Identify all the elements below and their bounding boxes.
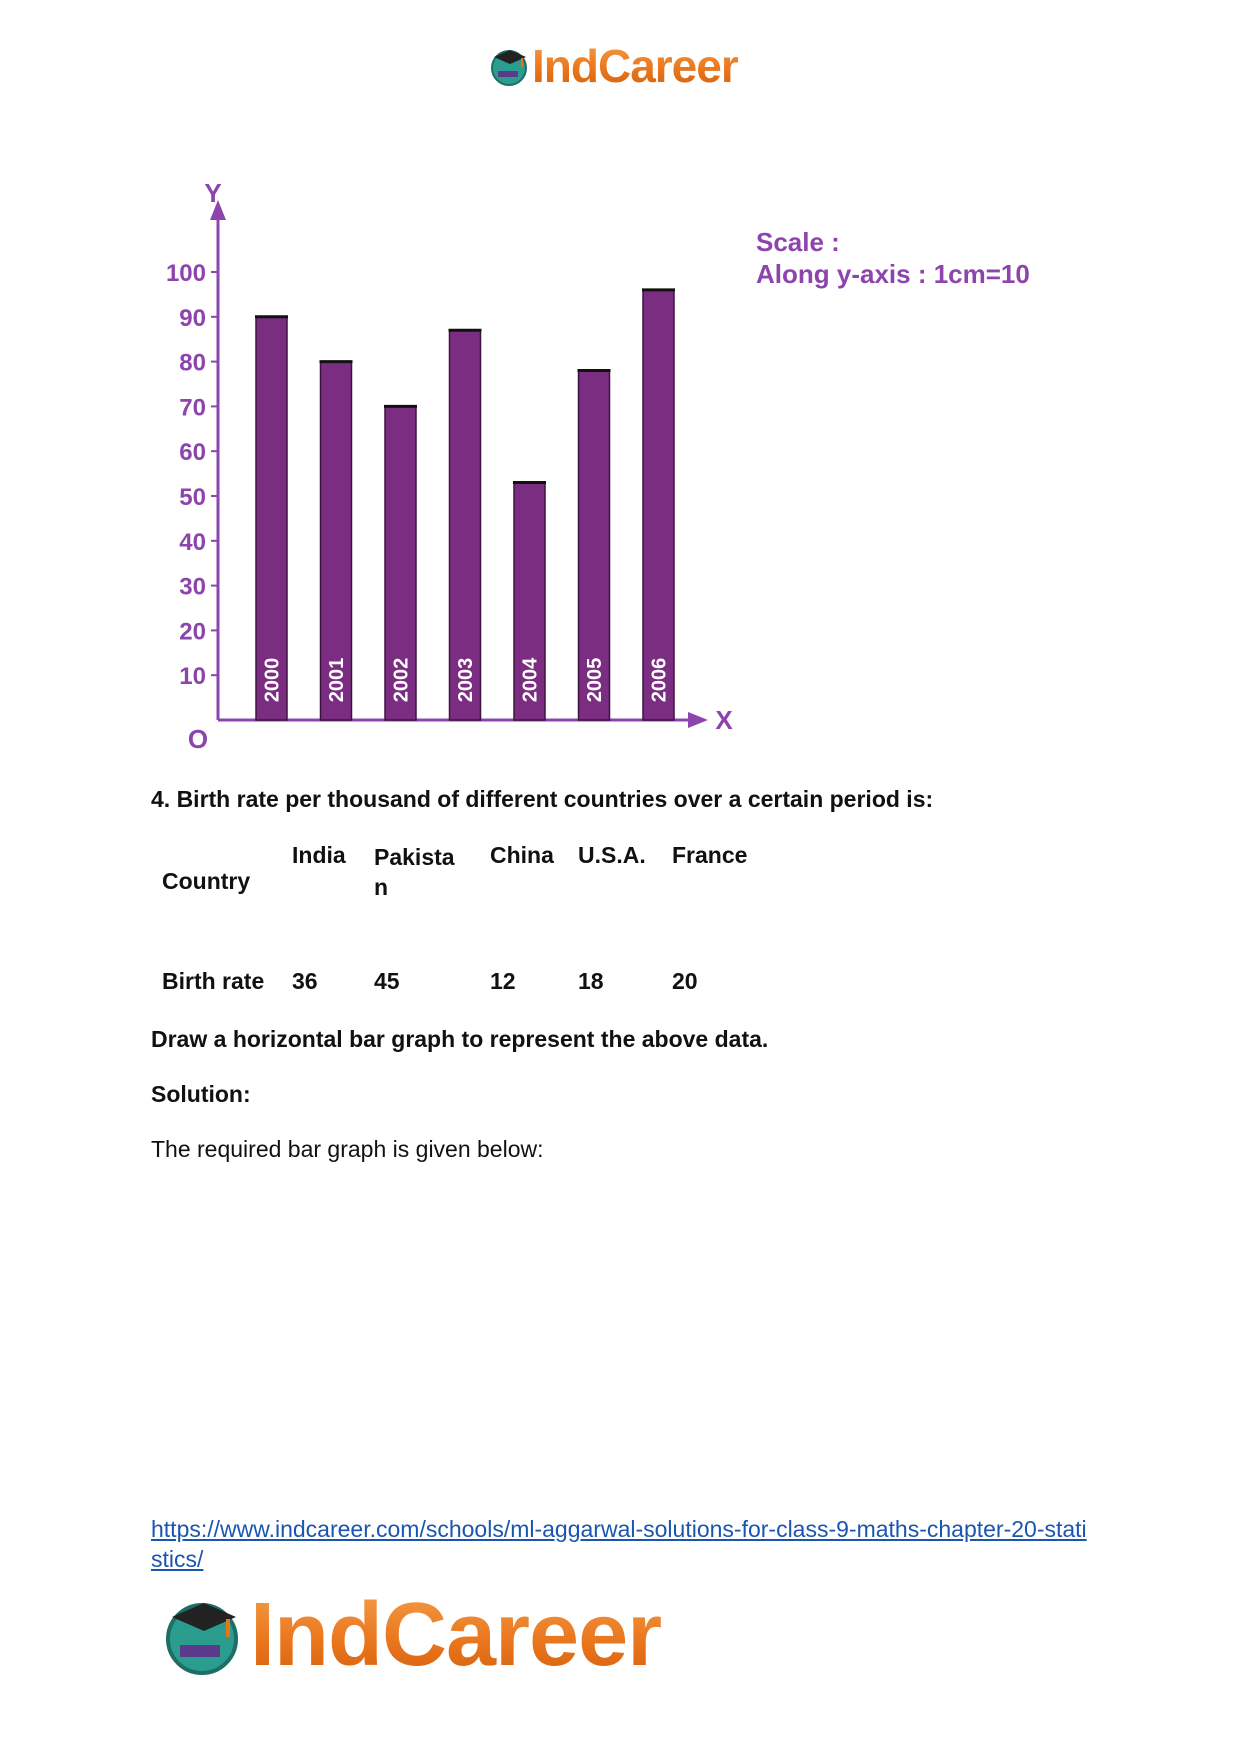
birth-rate-row xyxy=(150,968,762,995)
scale-title: Scale : xyxy=(756,227,840,257)
birth-rate-table xyxy=(150,842,762,995)
solution-text: The required bar graph is given below: xyxy=(151,1136,544,1162)
source-link[interactable]: https://www.indcareer.com/schools/ml-aggarwal-solutions-for-class-9-maths-chapter-20-statistics/ xyxy=(151,1516,1087,1572)
rate-cell: 18 xyxy=(578,968,604,994)
solution-label: Solution: xyxy=(151,1081,251,1107)
country-row xyxy=(150,842,762,968)
country-cell: U.S.A. xyxy=(578,842,646,868)
y-tick-label: 30 xyxy=(179,573,206,601)
country-cell-text: Pakistan xyxy=(374,844,455,900)
rate-cell: 36 xyxy=(292,968,318,994)
rate-cell: 45 xyxy=(374,968,400,994)
bar-category-label: 2005 xyxy=(584,657,606,703)
x-axis-label: X xyxy=(715,705,733,735)
y-tick-label: 60 xyxy=(179,439,206,467)
country-cell: China xyxy=(490,842,554,868)
brand-name: IndCareer xyxy=(532,40,738,92)
y-tick-label: 50 xyxy=(179,484,206,511)
graduation-globe-icon xyxy=(160,1593,244,1677)
scale-note xyxy=(756,226,1030,290)
bar xyxy=(643,290,674,720)
country-cell xyxy=(374,842,490,968)
y-tick-label: 10 xyxy=(179,663,206,691)
y-tick-label: 90 xyxy=(179,304,206,332)
bar-category-label: 2002 xyxy=(390,657,413,703)
y-tick-label: 20 xyxy=(179,618,206,646)
country-cell: India xyxy=(292,842,346,868)
bar-category-label: 2000 xyxy=(261,657,284,703)
y-tick-label: 80 xyxy=(179,349,206,377)
bar-chart xyxy=(140,180,760,750)
bar-category-label: 2006 xyxy=(648,657,671,703)
bar-category-label: 2003 xyxy=(455,657,477,703)
header-logo xyxy=(488,38,738,94)
question-text: 4. Birth rate per thousand of different countries over a certain period is: xyxy=(151,786,934,812)
country-cell: France xyxy=(672,842,748,868)
country-header: Country xyxy=(162,868,251,894)
x-axis-arrow xyxy=(688,712,708,728)
origin-label: O xyxy=(187,724,209,750)
bar-category-label: 2001 xyxy=(326,657,348,703)
rate-cell: 12 xyxy=(490,968,516,994)
rate-cell: 20 xyxy=(672,968,698,994)
y-axis-label: Y xyxy=(204,180,222,208)
graduation-globe-icon xyxy=(488,45,530,87)
y-tick-label: 100 xyxy=(165,260,206,287)
bar-category-label: 2004 xyxy=(519,657,542,703)
birth-rate-header: Birth rate xyxy=(162,968,265,994)
instruction-text: Draw a horizontal bar graph to represent the above data. xyxy=(151,1026,769,1052)
brand-name: IndCareer xyxy=(250,1584,662,1685)
y-tick-label: 40 xyxy=(179,528,206,556)
y-tick-label: 70 xyxy=(179,394,206,422)
scale-description: Along y-axis : 1cm=10 xyxy=(756,259,1030,289)
footer-logo xyxy=(160,1585,661,1685)
